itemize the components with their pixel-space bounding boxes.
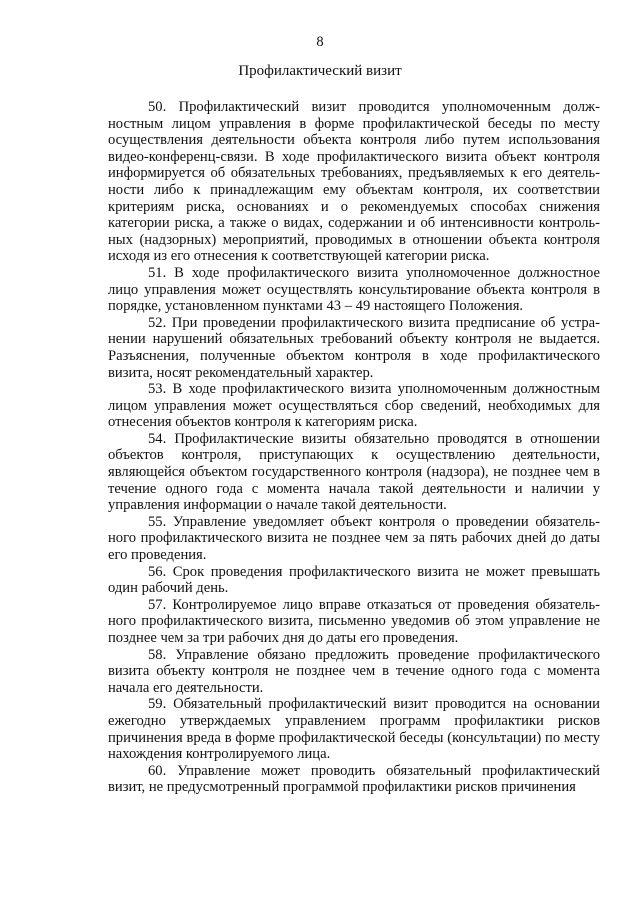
paragraph-60: 60. Управление может проводить обязательный профилактический визит, не предусмотренный программой профилактики рисков причинения [108,762,600,796]
paragraph-50: 50. Профилактический визит проводится уполномоченным должностным лицом управления в форме профилактической беседы по месту осуществления деятельности объекта контроля либо путем использования видео-конференц-связи. В ходе профилактического визита объект контроля информируется об обязательных требованиях, предъявляемых к его деятельности либо к принадлежащим ему объектам контроля, их соответствии критериям риска, основаниях и о рекомендуемых способах снижения категории риска, а также о видах, содержании и об интенсивности контрольных (надзорных) мероприятий, проводимых в отношении объекта контроля исходя из его отнесения к соответствующей категории риска. [108,99,600,265]
paragraph-57: 57. Контролируемое лицо вправе отказаться от проведения обязательного профилактического визита, письменно уведомив об этом управление не позднее чем за три рабочих дня до даты его проведения. [108,596,600,646]
paragraph-59: 59. Обязательный профилактический визит проводится на основании ежегодно утверждаемых управлением программ профилактики рисков причинения вреда в форме профилактической беседы (консультации) по месту нахождения контролируемого лица. [108,696,600,763]
paragraph-55: 55. Управление уведомляет объект контроля о проведении обязательного профилактического визита не позднее чем за пять рабочих дней до даты его проведения. [108,513,600,564]
section-title: Профилактический визит [238,63,402,79]
paragraph-51: 51. В ходе профилактического визита уполномоченное должностное лицо управления может осуществлять консультирование объекта контроля в порядке, установленном пунктами 43 – 49 настоящего Положения. [108,264,600,315]
paragraph-56: 56. Срок проведения профилактического визита не может превышать один рабочий день. [108,563,600,597]
paragraph-52: 52. При проведении профилактического визита предписание об устранении нарушений обязательных требований объекту контроля не выдается. Разъяснения, полученные объектом контроля в ходе профилактического визита, носят рекомендательный характер. [108,314,600,381]
paragraph-54: 54. Профилактические визиты обязательно проводятся в отношении объектов контроля, приступающих к осуществлению деятельности, являющейся объектом государственного контроля (надзора), не позднее чем в течение одного года с момента начала такой деятельности и наличии у управления информации о начале такой деятельности. [108,430,600,514]
document-body [108,99,600,796]
paragraph-58: 58. Управление обязано предложить проведение профилактического визита объекту контроля не позднее чем в течение одного года с момента начала его деятельности. [108,646,600,696]
paragraph-53: 53. В ходе профилактического визита уполномоченным должностным лицом управления может осуществляться сбор сведений, необходимых для отнесения объектов контроля к категориям риска. [108,381,600,431]
page-number: 8 [316,34,324,50]
